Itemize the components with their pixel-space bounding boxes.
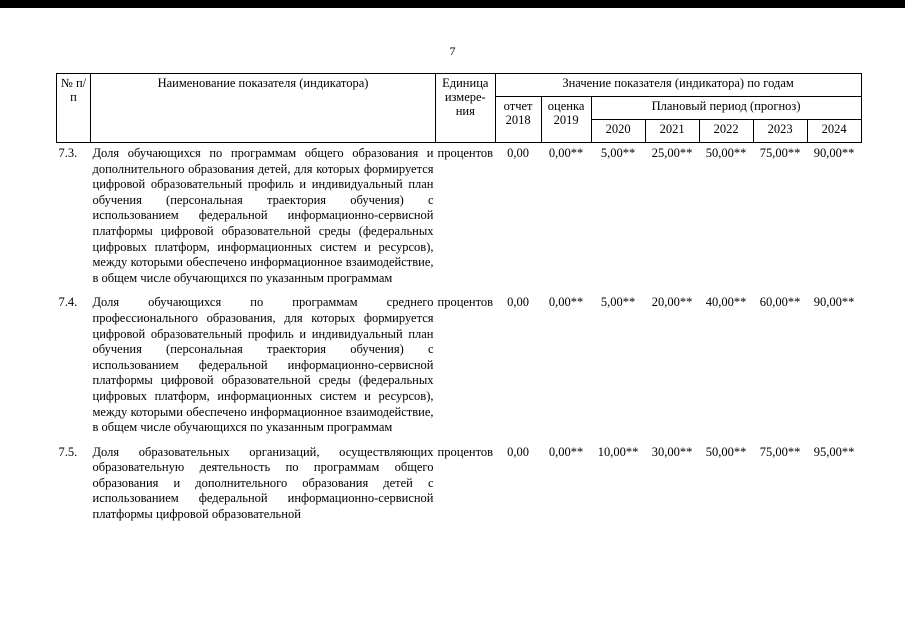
header-year: 2023 — [753, 120, 807, 143]
row-number: 7.5. — [58, 444, 78, 459]
unit-cell: процентов — [437, 295, 494, 310]
row-number: 7.3. — [58, 146, 78, 160]
value-plan: 90,00** — [813, 146, 855, 160]
page-number: 7 — [449, 44, 456, 58]
value-plan: 50,00** — [705, 444, 747, 459]
value-report-2018: 0,00 — [507, 444, 530, 459]
scan-top-border — [0, 0, 905, 8]
value-estimate-2019: 0,00** — [548, 146, 584, 160]
indicator-name: Доля обучающихся по программам общего образования и дополнительного образования детей, для которых формируется цифровой образовательный профиль и индивидуальный план обучения (персональная траектория обучения) с использованием федеральной информационно-сервисной платформы цифровой образовательной среды (федеральных цифровых платформ, информационных систем и ресурсов), между которыми обеспечено информационное взаимодействие, в общем числе обучающихся по указанным программам — [92, 146, 434, 285]
header-indicator-name: Наименование показателя (индикатора) — [91, 74, 436, 143]
unit-cell: процентов — [437, 146, 494, 160]
header-unit: Единица измере-ния — [436, 74, 496, 143]
value-plan: 10,00** — [597, 444, 639, 459]
value-plan: 5,00** — [600, 295, 636, 310]
value-plan: 5,00** — [600, 146, 636, 160]
value-plan: 30,00** — [651, 444, 693, 459]
row-number: 7.4. — [58, 295, 78, 310]
header-year: 2021 — [645, 120, 699, 143]
header-year: 2024 — [807, 120, 861, 143]
header-year: 2022 — [699, 120, 753, 143]
value-plan: 95,00** — [813, 444, 855, 459]
value-plan: 50,00** — [705, 146, 747, 160]
value-plan: 60,00** — [759, 295, 801, 310]
value-plan: 25,00** — [651, 146, 693, 160]
value-plan: 40,00** — [705, 295, 747, 310]
table-row — [57, 442, 862, 529]
value-estimate-2019: 0,00** — [548, 295, 584, 310]
header-plan-period: Плановый период (прогноз) — [591, 97, 861, 120]
header-estimate-2019: оценка 2019 — [541, 97, 591, 143]
header-report-2018: отчет 2018 — [495, 97, 541, 143]
value-plan: 20,00** — [651, 295, 693, 310]
unit-cell: процентов — [437, 444, 494, 459]
header-year: 2020 — [591, 120, 645, 143]
header-number: № п/п — [57, 74, 91, 143]
indicator-name: Доля обучающихся по программам среднего профессионального образования, для которых формируется цифровой образовательный профиль и индивидуальный план обучения (персональная траектория обучения) с использованием федеральной информационно-сервисной платформы цифровой образовательной среды (федеральных цифровых платформ, информационных систем и ресурсов), между которыми обеспечено информационное взаимодействие, в общем числе обучающихся по указанным программам — [92, 295, 434, 435]
value-estimate-2019: 0,00** — [548, 444, 584, 459]
value-report-2018: 0,00 — [507, 295, 530, 310]
value-plan: 75,00** — [759, 146, 801, 160]
value-report-2018: 0,00 — [507, 146, 530, 160]
value-plan: 90,00** — [813, 295, 855, 310]
value-plan: 75,00** — [759, 444, 801, 459]
indicator-name: Доля образовательных организаций, осуществляющих образовательную деятельность по программам общего образования и дополнительного образования детей с использованием федеральной информационно-сервисной платформы цифровой образовательной — [92, 444, 434, 522]
table-row — [57, 292, 862, 441]
table-row — [57, 143, 862, 293]
indicator-table — [56, 73, 862, 529]
header-values-by-year: Значение показателя (индикатора) по годам — [495, 74, 861, 97]
